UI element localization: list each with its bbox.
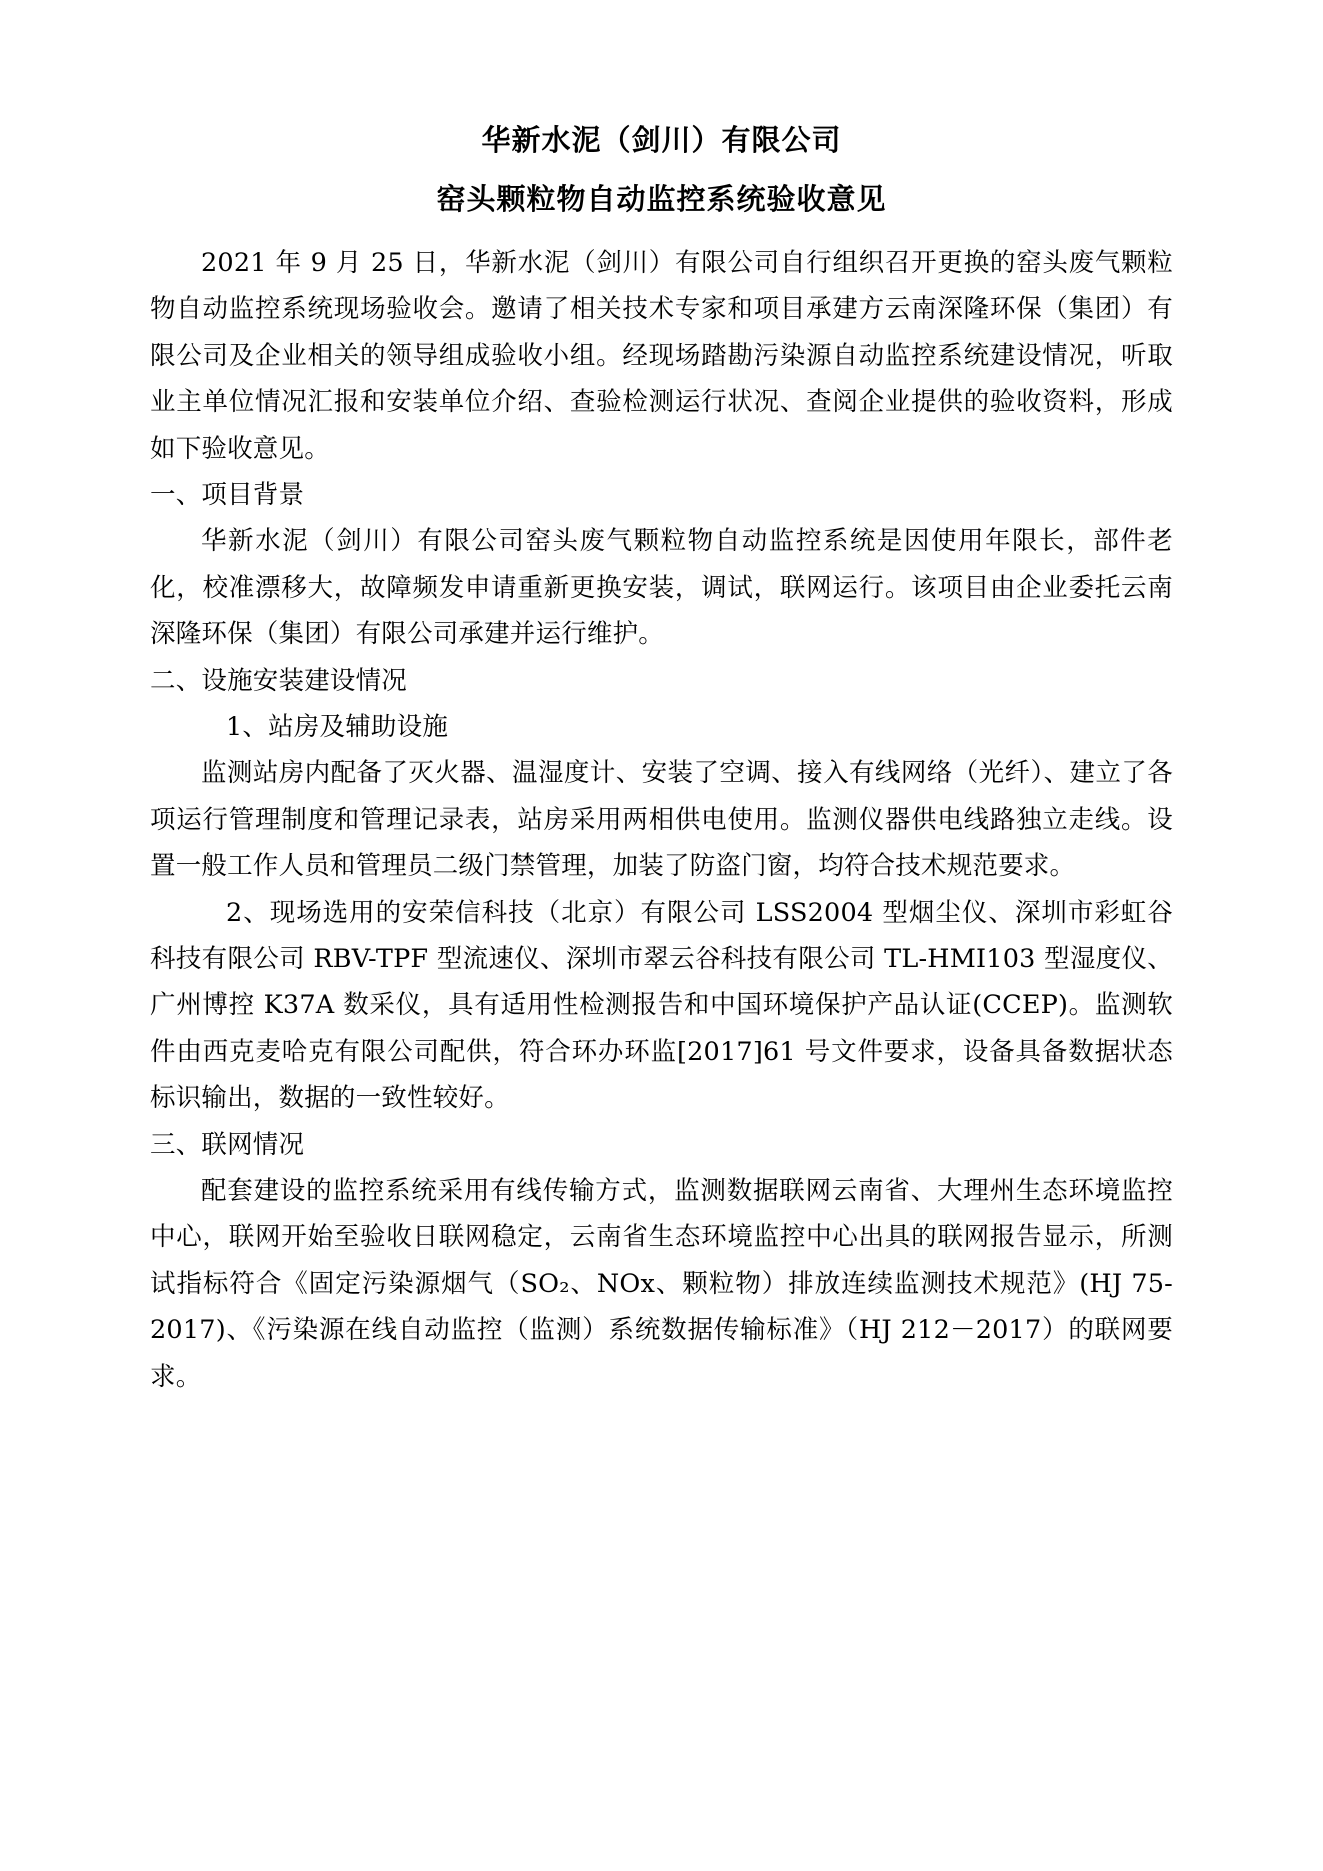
heading-section-2-1: 1、站房及辅助设施 bbox=[226, 711, 449, 742]
paragraph-section-3-body: 配套建设的监控系统采用有线传输方式，监测数据联网云南省、大理州生态环境监控中心，联网开始至验收日联网稳定，云南省生态环境监控中心出具的联网报告显示，所测试指标符合《固定污染源烟气（SO₂、NOx、颗粒物）排放连续监测技术规范》(HJ 75-2017)、《污染源在线自动监控（监测）系统数据传输标准》（HJ 212－2017）的联网要求。 bbox=[150, 1176, 1173, 1392]
page-title: 华新水泥（剑川）有限公司 bbox=[481, 123, 842, 157]
heading-section-3: 三、联网情况 bbox=[150, 1129, 305, 1160]
page-subtitle: 窑头颗粒物自动监控系统验收意见 bbox=[436, 181, 887, 216]
paragraph-section-2-1-body: 监测站房内配备了灭火器、温湿度计、安装了空调、接入有线网络（光纤）、建立了各项运行管理制度和管理记录表，站房采用两相供电使用。监测仪器供电线路独立走线。设置一般工作人员和管理员二级门禁管理，加装了防盗门窗，均符合技术规范要求。 bbox=[150, 758, 1173, 882]
heading-section-1: 一、项目背景 bbox=[150, 479, 305, 510]
heading-section-2: 二、设施安装建设情况 bbox=[150, 665, 408, 696]
paragraph-section-1-body: 华新水泥（剑川）有限公司窑头废气颗粒物自动监控系统是因使用年限长，部件老化，校准漂移大，故障频发申请重新更换安装，调试，联网运行。该项目由企业委托云南深隆环保（集团）有限公司承建并运行维护。 bbox=[150, 526, 1173, 650]
paragraph-section-2-2-body: 2、现场选用的安荣信科技（北京）有限公司 LSS2004 型烟尘仪、深圳市彩虹谷科技有限公司 RBV-TPF 型流速仪、深圳市翠云谷科技有限公司 TL-HMI103 型湿度仪、广州博控 K37A 数采仪，具有适用性检测报告和中国环境保护产品认证(CCEP)。监测软件由西克麦哈克有限公司配供，符合环办环监[2017]61 号文件要求，设备具备数据状态标识输出，数据的一致性较好。 bbox=[150, 897, 1173, 1114]
paragraph-intro: 2021 年 9 月 25 日，华新水泥（剑川）有限公司自行组织召开更换的窑头废气颗粒物自动监控系统现场验收会。邀请了相关技术专家和项目承建方云南深隆环保（集团）有限公司及企业相关的领导组成验收小组。经现场踏勘污染源自动监控系统建设情况，听取业主单位情况汇报和安装单位介绍、查验检测运行状况、查阅企业提供的验收资料，形成如下验收意见。 bbox=[150, 247, 1173, 464]
